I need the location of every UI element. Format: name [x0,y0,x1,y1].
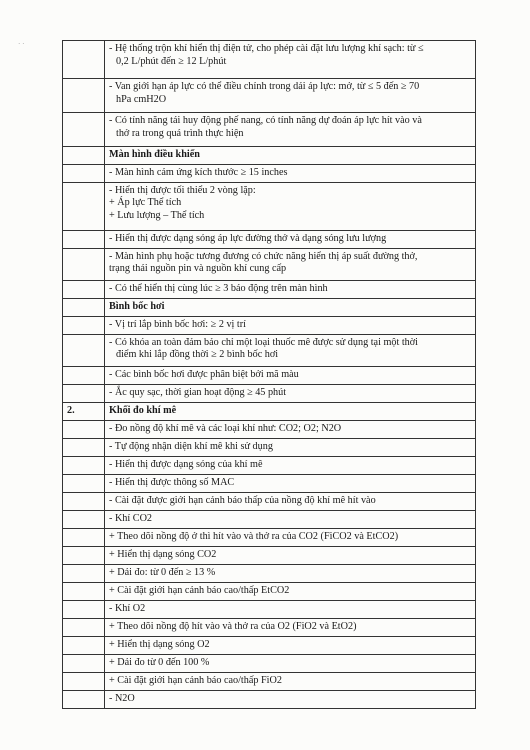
spec-item [105,366,476,384]
spec-item [105,230,476,248]
table-row [63,334,476,366]
cell-text-line: hPa cmH2O [116,93,167,105]
row-number [63,113,105,147]
table-row [63,510,476,528]
table-row [63,492,476,510]
spec-item [105,456,476,474]
cell-text-line: + Cài đặt giới hạn cảnh báo cao/thấp EtCO2 [109,584,290,596]
table-row [63,420,476,438]
row-number [63,654,105,672]
cell-text-line: - Có thể hiển thị cùng lúc ≥ 3 báo động trên màn hình [109,282,328,294]
spec-item [105,164,476,182]
row-number [63,474,105,492]
cell-text-line: - Cài đặt được giới hạn cảnh báo thấp của nồng độ khí mê hít vào [109,494,376,506]
table-row [63,654,476,672]
spec-item [105,600,476,618]
spec-item [105,618,476,636]
table-row [63,316,476,334]
spec-item [105,474,476,492]
spec-item [105,654,476,672]
cell-text-line: - Màn hình phụ hoặc tương đương có chức năng hiển thị áp suất đường thở, [109,250,418,262]
table-row [63,528,476,546]
cell-text-line: + Áp lực Thể tích [109,197,182,208]
table-row [63,474,476,492]
table-row [63,600,476,618]
row-number [63,41,105,79]
row-number [63,618,105,636]
row-number [63,528,105,546]
row-number [63,420,105,438]
spec-item [105,690,476,708]
row-number [63,438,105,456]
cell-text-line: - Đo nồng độ khí mê và các loại khí như: CO2; O2; N2O [109,422,342,434]
row-number [63,164,105,182]
cell-text-line: + Theo dõi nồng độ hít vào và thở ra của O2 (FiO2 và EtO2) [109,620,357,632]
spec-item [105,510,476,528]
spec-item [105,316,476,334]
cell-text-line: - Hiển thị được thông số MAC [109,476,235,488]
cell-text-line: - Vị trí lắp bình bốc hơi: ≥ 2 vị trí [109,318,246,330]
spec-item [105,528,476,546]
cell-text-line: - Ắc quy sạc, thời gian hoạt động ≥ 45 phút [109,386,287,398]
table-row [63,298,476,316]
cell-text-line: + Hiển thị dạng sóng CO2 [109,548,217,560]
table-row [63,366,476,384]
spec-item [105,492,476,510]
cell-text-line: - Hiển thị được dạng sóng của khí mê [109,458,263,470]
row-number [63,564,105,582]
table-row [63,690,476,708]
table-row [63,618,476,636]
specification-table [62,40,476,709]
cell-text-line: + Cài đặt giới hạn cảnh báo cao/thấp FiO2 [109,674,282,686]
table-row [63,636,476,654]
row-number [63,79,105,113]
cell-text-line: - Có tính năng tái huy động phế nang, có tính năng dự đoán áp lực hít vào và [109,115,422,126]
table-row [63,113,476,147]
cell-text-line: 0,2 L/phút đến ≥ 12 L/phút [116,55,227,67]
cell-text-line: trạng thái nguồn pin và nguồn khí cung cấp [109,263,287,274]
section-header [105,298,476,316]
section-header [105,402,476,420]
spec-item [105,334,476,366]
spec-item [105,420,476,438]
table-row [63,564,476,582]
row-number [63,690,105,708]
table-row [63,230,476,248]
spec-item [105,582,476,600]
row-number [63,600,105,618]
cell-text-line: - Màn hình cảm ứng kích thước ≥ 15 inches [109,166,288,178]
cell-text-line: - Tự động nhận diện khí mê khi sử dụng [109,440,273,452]
cell-text-line: + Theo dõi nồng độ ở thì hít vào và thở ra của CO2 (FiCO2 và EtCO2) [109,530,399,542]
row-number [63,248,105,280]
section-header [105,147,476,165]
spec-item [105,79,476,113]
row-number [63,147,105,165]
cell-text-line: - Hệ thống trộn khí hiển thị điện tử, cho phép cài đặt lưu lượng khí sạch: từ ≤ [109,43,424,54]
spec-item [105,280,476,298]
row-number [63,298,105,316]
cell-text-line: - Hiển thị được tối thiểu 2 vòng lặp: [109,184,256,196]
cell-text-line: + Hiển thị dạng sóng O2 [109,638,210,650]
spec-item [105,564,476,582]
row-number [63,636,105,654]
cell-text-line: - Các bình bốc hơi được phân biệt bởi mã màu [109,368,299,380]
cell-text-line: + Lưu lượng – Thể tích [109,209,205,221]
cell-text-line: Bình bốc hơi [109,300,165,312]
row-number [63,230,105,248]
cell-text-line: - Hiển thị được dạng sóng áp lực đường thở và dạng sóng lưu lượng [109,232,387,244]
spec-item [105,672,476,690]
spec-item [105,438,476,456]
spec-item [105,113,476,147]
cell-text-line: + Dải đo từ 0 đến 100 % [109,656,210,668]
row-number [63,366,105,384]
spec-item [105,182,476,230]
row-number [63,582,105,600]
table-row [63,79,476,113]
row-number [63,510,105,528]
spec-item [105,248,476,280]
cell-text-line: thở ra trong quá trình thực hiện [116,127,244,139]
row-number [63,334,105,366]
table-row [63,384,476,402]
spec-item [105,41,476,79]
row-number [63,182,105,230]
table-row [63,182,476,230]
table-row [63,438,476,456]
table-row [63,280,476,298]
row-number: 2. [63,402,105,420]
table-row [63,164,476,182]
cell-text-line: Khối đo khí mê [109,404,177,416]
cell-text-line: - N2O [109,692,135,704]
spec-item [105,384,476,402]
cell-text-line: - Van giới hạn áp lực có thể điều chỉnh trong dải áp lực: mở, từ ≤ 5 đến ≥ 70 [109,81,420,92]
row-number [63,546,105,564]
table-row [63,402,476,420]
table-row [63,41,476,79]
cell-text-line: - Khí O2 [109,602,146,614]
table-row [63,456,476,474]
scan-specks: · · [18,40,25,48]
table-row [63,147,476,165]
cell-text-line: + Dải đo: từ 0 đến ≥ 13 % [109,566,216,578]
cell-text-line: - Khí CO2 [109,512,153,524]
cell-text-line: Màn hình điều khiển [109,149,200,160]
spec-item [105,546,476,564]
table-row [63,248,476,280]
table-row [63,672,476,690]
row-number [63,316,105,334]
row-number [63,492,105,510]
spec-item [105,636,476,654]
table-row [63,546,476,564]
row-number [63,280,105,298]
cell-text-line: - Có khóa an toàn đảm bảo chỉ một loại thuốc mê được sử dụng tại một thời [109,336,418,348]
cell-text-line: điểm khi lắp đồng thời ≥ 2 bình bốc hơi [116,349,279,360]
row-number [63,456,105,474]
row-number [63,672,105,690]
table-row [63,582,476,600]
row-number [63,384,105,402]
